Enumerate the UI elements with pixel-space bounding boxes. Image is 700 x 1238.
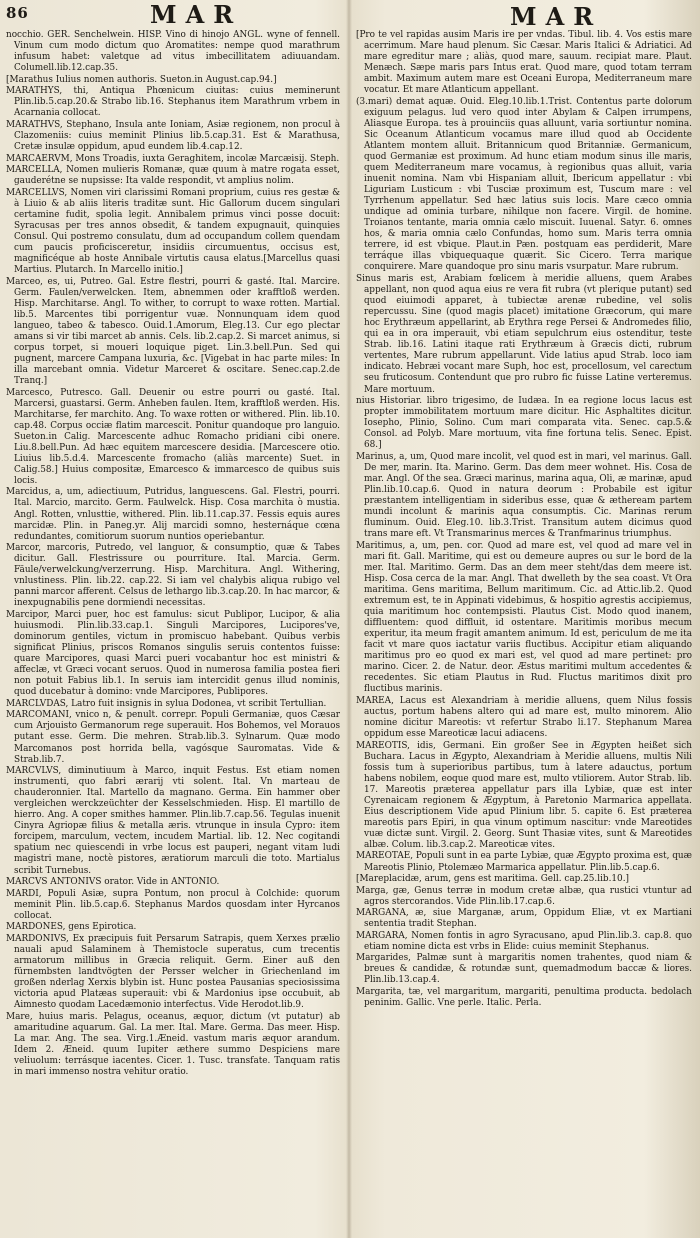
left-column-entry: nocchio. GER. Senchelwein. HISP. Vino di hinojo ANGL. wyne of fennell. Vinum cum modo dictum quo Aromatites: nempe quod marathrum infusum habet: valetque ad vitus imbecillitatem adiuuandam. Columell.lib.12.cap.35. — [6, 30, 340, 74]
right-column-entry: Margarides, Palmæ sunt à margaritis nomen trahentes, quod niam & breues & candidæ, & rotundæ sunt, quemadmodum baccæ & liores. Plin.lib.13.cap.4. — [356, 953, 692, 986]
right-column-entry: [Pro te vel rapidas ausim Maris ire per vndas. Tibul. lib. 4. Vos estis mare acerrimum. Mare haud plenum. Sic Cæsar. Maris Italici & Adriatici. Ad mare egreditur mare ; aliàs, quod mare, sauum. recipiat mare. Plaut. Menæch. Sæpe maris pars Intus erat. Quod mare, quod totam terram ambit. Maximum autem mare est Oceani Europa, Mediterraneum mare vocatur. Et mare Atlanticum appellant. — [356, 30, 692, 96]
left-column-entry: Marcidus, a, um, adiectiuum, Putridus, languescens. Gal. Flestri, pourri. Ital. Marcio, marcito. Germ. Faulwelck. Hisp. Cosa marchita ò mustia. Angl. Rotten, vnlusttie, withered. Plin. lib.11.cap.37. Fessis equis aures marcidæ. Plin. in Paneg.yr. Alij marcidi somno, hesternáque cœna redundantes, comitiorum suorum nuntios operiebantur. — [6, 487, 340, 542]
left-column-entry: Marceo, es, ui, Putreo. Gal. Estre flestri, pourri & gasté. Ital. Marcire. Germ. Faulen/verwelcken. Item, abnemmen oder krafftloß werden. Hisp. Marchitarse. Angl. To wither, to corrupt to waxe rotten. Martial. lib.5. Marcentes tibi porrigentur vuæ. Nonnunquam idem quod langueo, tabeo & tabesco. Ouid.1.Amorum, Eleg.13. Cur ego plectar amans si vir tibi marcet ab annis. Cels. lib.2.cap.2. Si marcet animus, si corpus torpet, si moueri loquique piget. Lin.3.bell.Pun. Sed qui pugnent, marcere Campana luxuria, &c. [Vigebat in hac parte miles: In illa marcebant omnia. Videtur Marceret & oscitare. Senec.cap.2.de Tranq.] — [6, 276, 340, 386]
left-column-entry: MARATHYS, thi, Antiqua Phœnicum ciuitas: cuius meminerunt Plin.lib.5.cap.20.& Strabo lib.16. Stephanus item Marathrum vrbem in Acarnania collocat. — [6, 86, 340, 119]
right-column-entry: MARGANA, æ, siue Marganæ, arum, Oppidum Eliæ, vt ex Martiani sententia tradit Stephan. — [356, 908, 692, 930]
book-gutter — [346, 0, 352, 1238]
right-column-entry: Marinus, a, um, Quod mare incolit, vel quod est in mari, vel marinus. Gall. De mer, marin. Ita. Marino. Germ. Das dem meer wohnet. His. Cosa de mar. Angl. Of the sea. Græci marinus, marina aqua, Oli, æ marinæ, apud Plin.lib.10.cap.6. Quod in natura deorum : Probabile est igitur præstantem intelligentiam in sideribus esse, quæ & ætheream partem mundi incolunt & marinis aqua consumptis. Cic. Marinas rerum fluminum. Ouid. Eleg.10. lib.3.Trist. Transitum autem dicimus quod trans mare eft. Vt Transmarinus merces & Tranfmarinus triumphus. — [356, 451, 692, 540]
right-column-entry: nius Historiar. libro trigesimo, de Iudæa. In ea regione locus lacus est propter immobilitatem mortuum mare dicitur. Hic Asphaltites dicitur. Iosepho, Plinio, Solino. Cum mari comparata vita. Senec. cap.5.& Consol. ad Polyb. Mare mortuum, vita fine fortuna telis. Senec. Epist. 68.] — [356, 396, 692, 451]
left-column-entry: MARCVS ANTONIVS orator. Vide in ANTONIO. — [6, 877, 220, 888]
left-column-entry: [Marathus Iulius nomen authoris. Sueton.in August.cap.94.] — [6, 74, 277, 85]
left-column-entry: MARDONES, gens Epirotica. — [6, 922, 137, 933]
left-column-entry: MARCELLA, Nomen mulieris Romanæ, quæ quum à matre rogata esset, gauderétne se nupsisse: Ita valde respondit, vt amplius nolim. — [6, 165, 340, 187]
left-column-entry: MARDI, Populi Asiæ, supra Pontum, non procul à Colchide: quorum meminit Plin. lib.5.cap.6. Stephanus Mardos quosdam inter Hyrcanos collocat. — [6, 888, 340, 921]
right-column-entry: Maritimus, a, um, pen. cor. Quod ad mare est, vel quod ad mare vel in mari fit. Gall. Maritime, qui est ou demeure aupres ou sur le bord de la mer. Ital. Maritimo. Germ. Das an dem meer steht/das dem meere ist. Hisp. Cosa cerca de la mar. Angl. That dwelleth by the sea coast. Vt Ora maritima. Gens maritima, Bellum maritimum. Cic. ad Attic.lib.2. Quod extremum est, te in Appinati videbimus, & hospitio agrestis accipiemus, quia maritimum hoc contempsisti. Plautus Cist. Modo quod inanem, diffluentem: quod diffluit, id ostentare. Maritimis moribus mecum experitur, ita meum fragit amantem animum. Id est, periculum de me ita facit vt mare quos iactatur variis fluctibus. Accipitur etiam aliquando maritimus pro eo quod ex mari est, vel quod ad mare pertinet: pro marino. Cicer. 2. de Natur. deor. Æstus maritimi multum accedentes & recedentes. Sic etiam Plautus in Rud. Fluctus maritimos dixit pro fluctibus marinis. — [356, 540, 692, 695]
right-column-entry: [Mareplacidæ, arum, gens est maritima. Gell. cap.25.lib.10.] — [356, 874, 629, 885]
left-column-entry: Mare, huius maris. Pelagus, oceanus, æquor, dictum (vt putatur) ab amaritudine aquarum. Gal. La mer. Ital. Mare. Germa. Das meer. Hisp. La mar. Ang. The sea. Virg.1.Æneid. vastum maris æquor arandum. Idem 2. Æneid. quum Iupiter æthere summo Despiciens mare veliuolum: terrásque iacentes. Cicer. 1. Tusc. transfate. Tanquam ratis in mari immenso nostra vehitur oratio. — [6, 1011, 340, 1077]
page-number: 86 — [6, 4, 29, 22]
left-column-entry: MARDONIVS, Ex præcipuis fuit Persarum Satrapis, quem Xerxes prælio nauali apud Salaminem à Themistocle superatus, cum trecentis armatorum millibus in Græcia reliquit. Germ. Einer auß den fürnembsten landtvögten der Persser welcher in Griechenland im großen nderlag Xerxis blybin ist. Hunc postea Pausanias speciosissima victoria apud Platæas superauit: vbi & Mardonius ipse occubuit, ab Aimnesto quodam Lacedæmonio interfectus. Vide Herodot.lib.9. — [6, 933, 340, 1011]
right-column — [356, 30, 692, 1235]
left-column-entry: MARCVLVS, diminutiuum à Marco, inquit Festus. Est etiam nomen instrumenti, quo fabri ærarij vti solent. Ital. Vn marteau de chauderonnier. Ital. Martello da magnano. Germa. Ein hammer ober vergleichen werckzeüchter der Kesselschmieden. Hisp. El martillo de hierro. Ang. A coper smithes hammer. Plin.lib.7.cap.56. Tegulas inuenit Cinyra Agriopæ filius & metalla æris. vtrunque in insula Cypro: item forcipem, marculum, vectem, incudem Martial. lib. 12. Nec cogitandi spatium nec quiescendi in vrbe locus est pauperi, negant vitam ludi magistri mane, noctè pistores, æratiorum marculi die toto. Martialus scribit Turnebus. — [6, 766, 340, 876]
left-column-entry: MARCELLVS, Nomen viri clarissimi Romani proprium, cuius res gestæ & à Liuio & ab aliis literis traditæ sunt. Hic Gallorum ducem singulari certamine fudit, spolia legit. Annibalem primus vinci posse docuit: Syracusas per tres annos obsedit, & tandem expugnauit, quinquies Consul. Qui postremo consulatu, dum ad occupandum collem quendam cum paucis proficisceretur, insidiis circumuentus, occisus est, magnificéque ab hoste Annibale virtutis causa elatus.[Marcellus quasi Martius. Plutarch. In Marcello initio.] — [6, 187, 340, 275]
right-column-entry: Marga, gæ, Genus terræ in modum cretæ albæ, qua rustici vtuntur ad agros stercorandos. Vide Plin.lib.17.cap.6. — [356, 885, 692, 907]
left-column-entry: MARCLVDAS, Latro fuit insignis in sylua Dodonea, vt scribit Tertullian. — [6, 698, 327, 709]
right-column-entry: MAREOTIS, idis, Germani. Ein großer See in Ægypten heißet sich Buchara. Lacus in Ægypto, Alexandriam à Meridie alluens, multis Nili fossis tum à superioribus partibus, tum à latere adauctus, portum habens nobilem, eoque quod mare est, multo vtiliorem. Autor Strab. lib. 17. Mareotis præterea appellatur pars illa Lybiæ, quæ est inter Cyrenaicam regionem & Ægyptum, à Paretonio Marmarica appellata. Eius descriptionem Vide apud Plinium libr. 5. capite 6. Est præterea mareotis pars Epiri, in qua vinum optimum nascitur: vnde Mareotides vuæ dictæ sunt. Virgil. 2. Georg. Sunt Thasiæ vites, sunt & Mareotides albæ. Colum. lib.3.cap.2. Mareoticæ vites. — [356, 740, 692, 850]
running-head-right: MAR — [510, 2, 603, 31]
left-column-entry: Marcesco, Putresco. Gall. Deuenir ou estre pourri ou gasté. Ital. Marcersi, guastarsi. Germ. Anheben faulen. Item, krafftloß werden. His. Marchitarse, fer marchito. Ang. To waxe rotten or withered. Plin. lib.10. cap.48. Corpus occiæ flatim marcescit. Ponitur quandoque pro languio. Sueton.in Calig. Marcescente adhuc Romacho pridiani cibi onere. Liu.8.bell.Pun. Ad hæc equitem marcescere desidia. [Marcescere otio. Liuius lib.5.d.4. Marcescente fromacho (aliàs marcente) Suet. in Calig.58.] Huius compositæ, Emarcesco & immarcesco de quibus suis locis. — [6, 387, 340, 486]
left-column — [6, 30, 340, 1235]
right-column-entry: Margarita, tæ, vel margaritum, margariti, penultima producta. bedolach peninim. Gallic. Vne perle. Italic. Perla. — [356, 987, 692, 1009]
right-column-entry: MAREA, Lacus est Alexandriam à meridie alluens, quem Nilus fossis auctus, portum habens altero qui ad mare est, multo minorem. Alio nomine dicitur Mareotis: vt refertur Strabo li.17. Stephanum Marea oppidum esse Mareoticæ lacui adiacens. — [356, 695, 692, 739]
right-column-entry: MARGARA, Nomen fontis in agro Syracusano, apud Plin.lib.3. cap.8. quo etiam nomine dicta est vrbs in Elide: cuius meminit Stephanus. — [356, 930, 692, 952]
left-column-entry: MARATHVS, Stephano, Insula ante Ioniam, Asiæ regionem, non procul à Clazomeniis: cuius meminit Plinius lib.5.cap.31. Est & Marathusa, Cretæ insulæ oppidum, apud eundem lib.4.cap.12. — [6, 119, 340, 152]
left-column-entry: Marcipor, Marci puer, hoc est famulus: sicut Publipor, Lucipor, & alia huiusmodi. Plin.lib.33.cap.1. Singuli Marcipores, Lucipores've, dominorum gentiles, victum in promiscuo habebant. Quibus verbis significat Plinius, priscos Romanos singulis seruis contentos fuisse: quare Marcipores, quasi Marci pueri vocabantur hoc est ministri & affeclæ, vt Græci vocant seruos. Quod in numerosa familia postea fieri non potuit Fabius lib.1. In seruis iam intercidit genus illud nominis, quod ducebatur à domino: vnde Marcipores, Publipores. — [6, 609, 340, 698]
left-column-entry: Marcor, marcoris, Putredo, vel languor, & consumptio, quæ & Tabes dicitur. Gall. Flestrissure ou pourriture. Ital. Marcia. Germ. Fäule/verwelckung/verzerrung. Hisp. Marchitura. Angl. Withering, vnlustiness. Plin. lib.22. cap.22. Si iam vel chalybis aliqua rubigo vel panni marcor afferent. Celsus de lethargo lib.3.cap.20. In hac marcor, & inexpugnabilis pene dormiendi necessitas. — [6, 543, 340, 609]
right-column-entry: (3.mari) demat aquæ. Ouid. Eleg.10.lib.1.Trist. Contentus parte dolorum exiguum pelagus. lud vero quod inter Abylam & Calpen irrumpens, Aliasque Europa. tes à prouinciis quas alluunt, varia sortiuntur nomina. Sic Oceanum Atlanticum vocamus mare illud quod ab Occidente Atlantem montem alluit. Britannicum quod Britanniæ. Germanicum, quod Germaniæ est proximum. Ad hunc etiam modum sinus ille maris, quem Mediterraneum mare vocamus, à regionibus quas alluit, varia inuenit nomina. Nam vbi Hispaniam alluit, Ibericum appellatur : vbi Liguriam Lusticum : vbi Tusciæ proximum est, Tuscum mare : vel Tyrrhenum appellatur. Sed hæc latius suis locis. Mare cæco omnia undique ad ominia turbare, nihilque non facere. Virgil. de homine. Troianos tentante, maria omnia cælo miscuit. Iuuenal. Satyr. 6. omnes hos, & maria omnia cælo Confundas, homo sum. Maris terra omnia terrere, id est vbique. Plaut.in Pæn. postquam eas perdiderit, Mare terráque illas vbiquequaque quærit. Sic Cicero. Terra marique conquirere. Mare quandoque pro sinu maris vsurpatur. Mare rubrum. — [356, 96, 692, 273]
left-column-entry: MARCOMANI, vnico n, & penult. correpr. Populi Germaniæ, quos Cæsar cum Arjouisto Germanorum rege superauit. Hos Bohemos, vel Morauos putant esse. Germ. Die mehren. Strab.lib.3. Sylnarum. Quæ modo Marcomanos post horrida bella, vagósque Sauromatas. Vide & Strab.lib.7. — [6, 710, 340, 765]
left-column-entry: MARCAERVM, Mons Troadis, iuxta Geraghitem, incolæ Marcæisij. Steph. — [6, 153, 340, 164]
running-head-left: MAR — [150, 0, 243, 29]
right-column-entry: Sinus maris est, Arabiam fœlicem à meridie alluens, quem Arabes appellant, non quod aqua eius re vera fit rubra (vt plerique putant) sed quod eiuimodi apparet, à tubiectæ arenæ rubedine, vel solis repercussu. Sine (quod magis placet) imitatione Græcorum, qui mare hoc Erythræum appellarint, ab Erythra rege Persei & Andromedes filio, qui ea in ora imperauit, vbi etiam sepulchrum eius ostenditur, teste Strab. lib.16. Latini itaque rati Erythræum à Græcis dicti, rubrum vertentes, Mare rubrum appellarunt. Vide latius apud Strab. loco iam indicato. Hebræi vocant mare Suph, hoc est, procellosum, vel carectum seu fruticosum. Contendunt que pro rubro fic fuisse Latine verteremus. Mare mortuum. — [356, 274, 692, 395]
right-column-entry: MAREOTAE, Populi sunt in ea parte Lybiæ, quæ Ægypto proxima est, quæ Mareotis Plinio, Ptolemæo Marmarica appellatur. Plin.lib.5.cap.6. — [356, 851, 692, 873]
